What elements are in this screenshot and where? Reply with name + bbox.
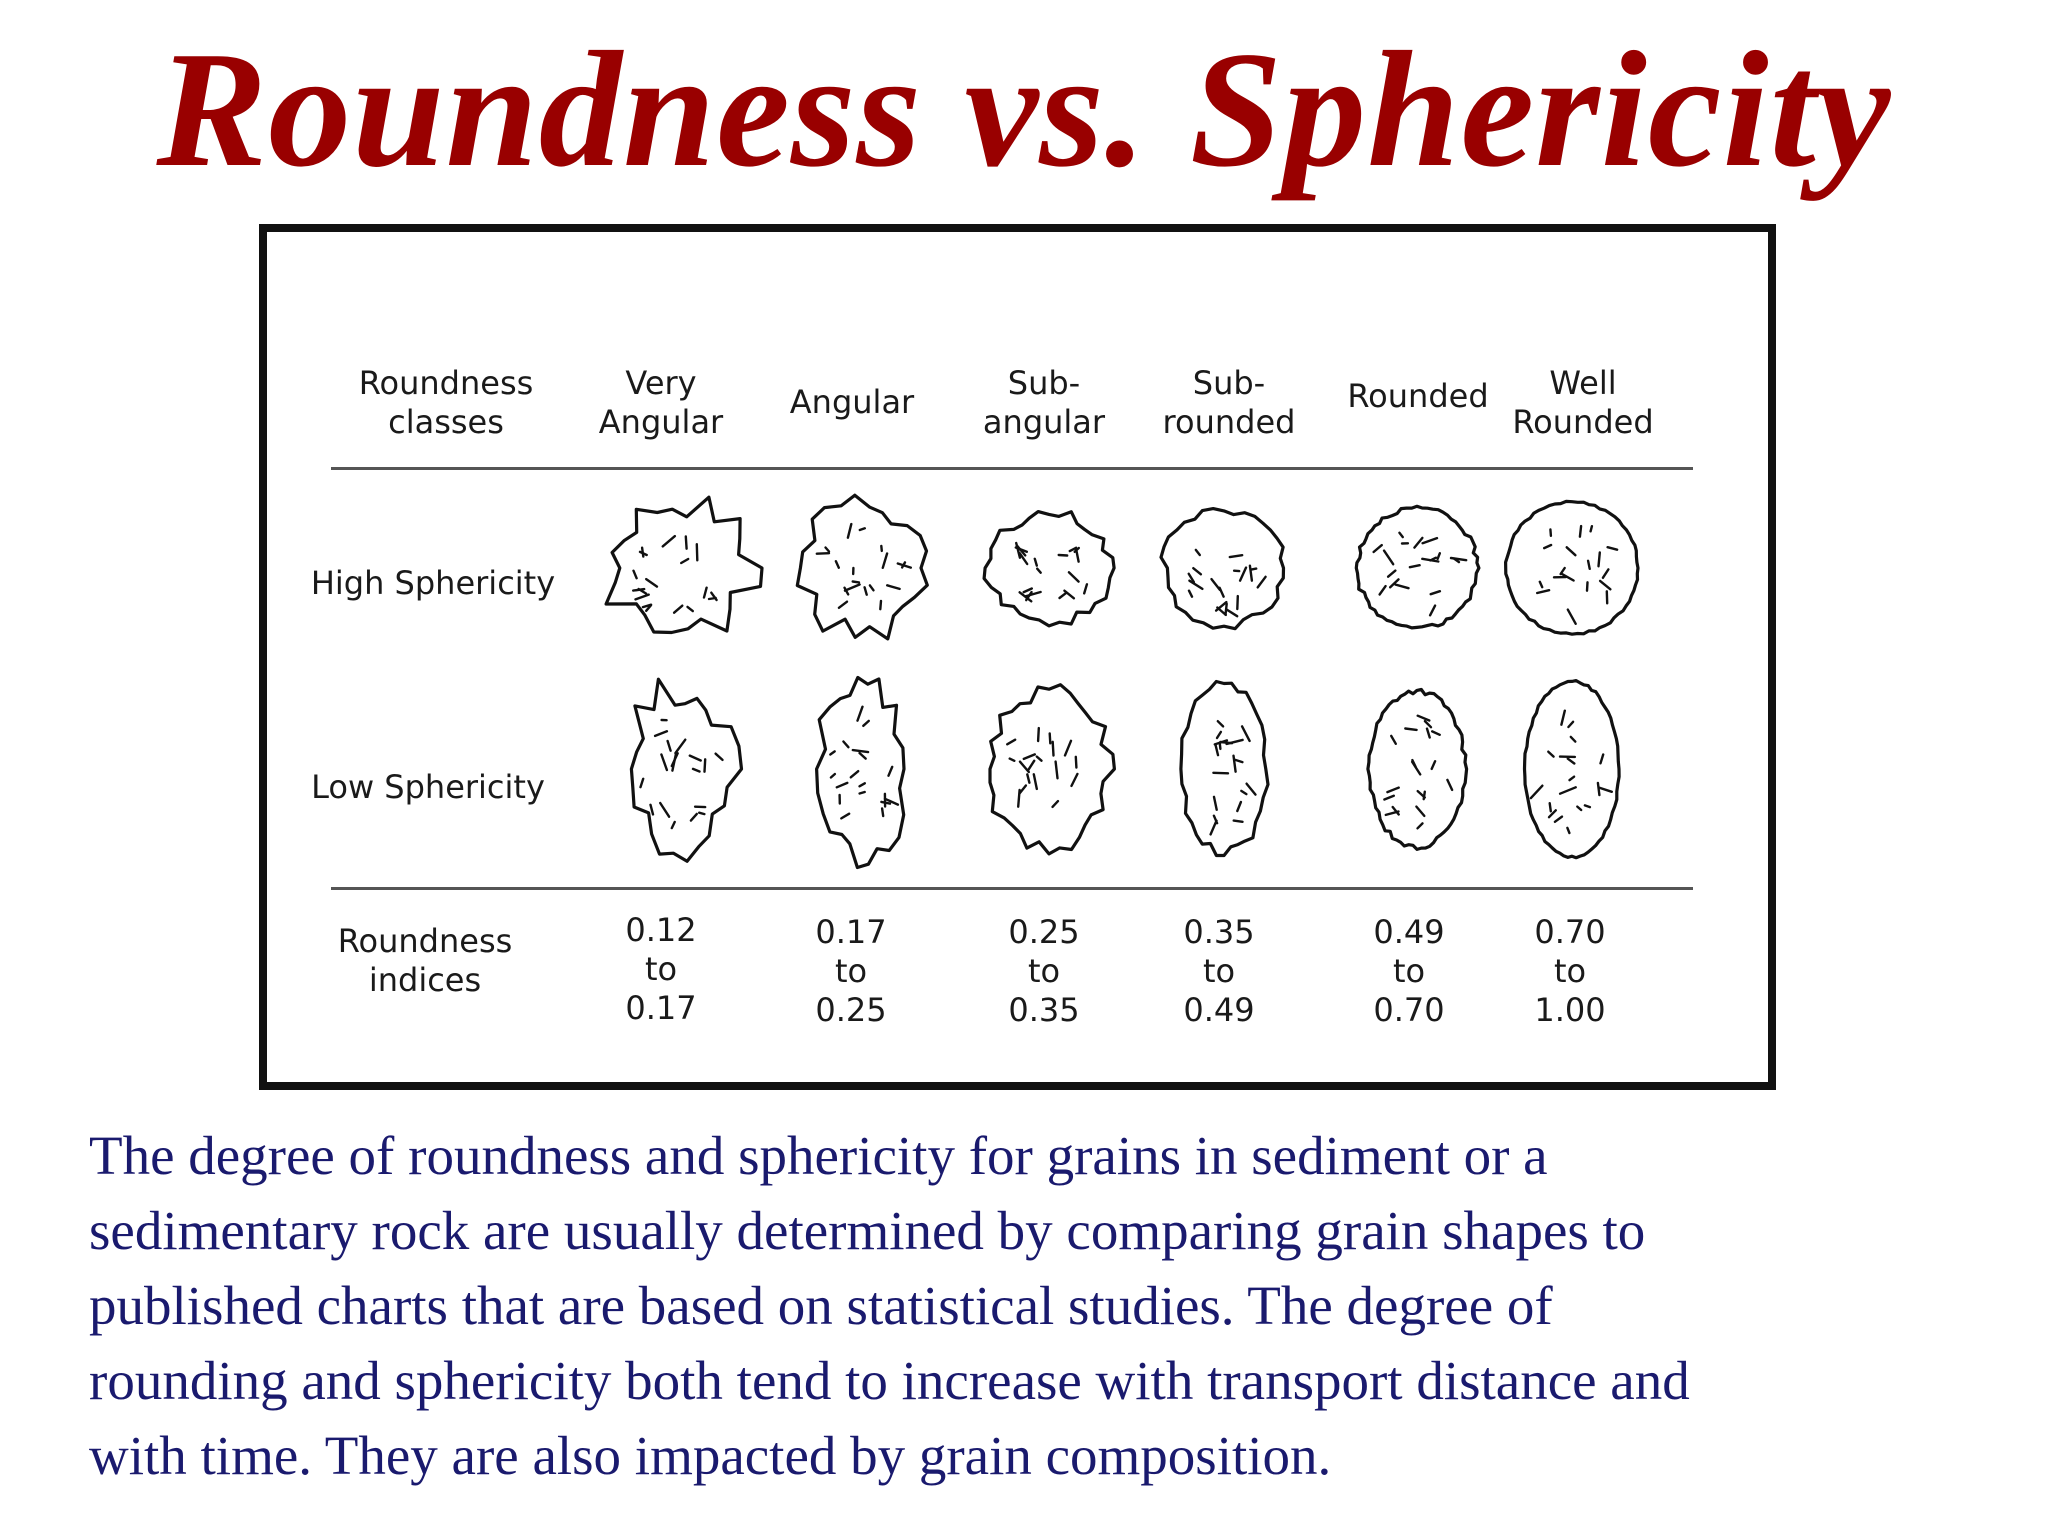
class-label-angular: Angular	[789, 383, 915, 421]
grain-texture-mark	[663, 536, 675, 546]
grain-texture-mark	[668, 741, 671, 751]
grain-texture-mark	[883, 554, 887, 568]
grain-texture-mark	[1235, 760, 1242, 762]
grain-very-angular-low-sphericity	[631, 679, 741, 861]
grain-texture-mark	[837, 783, 848, 787]
grain-well-rounded-high-sphericity	[1506, 501, 1638, 634]
grain-texture-mark	[661, 755, 667, 771]
grain-texture-mark	[655, 731, 667, 736]
grain-texture-mark	[681, 559, 688, 563]
grain-texture-mark	[1550, 803, 1551, 811]
grain-texture-mark	[860, 783, 865, 786]
roundness-chart	[259, 224, 1776, 1090]
grain-texture-mark	[1237, 802, 1241, 811]
grain-angular-high-sphericity	[797, 495, 927, 639]
grain-texture-mark	[1531, 786, 1543, 798]
grain-texture-mark	[1218, 721, 1223, 726]
grain-texture-mark	[1220, 744, 1221, 749]
grain-texture-mark	[1384, 551, 1393, 565]
grain-texture-mark	[860, 792, 865, 794]
grain-texture-mark	[1577, 807, 1581, 810]
grain-texture-mark	[1242, 726, 1250, 741]
grain-texture-mark	[1399, 533, 1402, 537]
grain-texture-mark	[1568, 722, 1573, 727]
class-label-very-angular: Very Angular	[598, 364, 724, 441]
grain-texture-mark	[843, 742, 848, 748]
grain-texture-mark	[865, 587, 867, 594]
grain-texture-mark	[860, 528, 865, 530]
grain-texture-mark	[1230, 555, 1242, 557]
grain-texture-mark	[1189, 591, 1192, 597]
grain-texture-mark	[1213, 773, 1228, 774]
grain-texture-mark	[1396, 585, 1409, 589]
grain-outline	[606, 497, 762, 632]
grain-texture-mark	[688, 607, 693, 611]
grain-texture-mark	[672, 754, 676, 771]
grain-texture-mark	[1550, 530, 1551, 536]
grain-texture-mark	[1591, 526, 1592, 531]
grain-texture-mark	[817, 553, 829, 554]
grain-texture-mark	[880, 601, 881, 609]
grain-texture-mark	[860, 753, 866, 759]
grain-texture-mark	[1537, 590, 1549, 593]
grain-outline	[1356, 506, 1479, 628]
grain-texture-mark	[1416, 807, 1424, 816]
index-sub-rounded: 0.35 to 0.49	[1183, 913, 1255, 1029]
grain-texture-mark	[1193, 568, 1201, 574]
grain-texture-mark	[858, 707, 863, 721]
grain-texture-mark	[640, 552, 647, 555]
grain-texture-mark	[1247, 784, 1256, 795]
grain-texture-mark	[1018, 790, 1019, 807]
row-label-low-sphericity: Low Sphericity	[311, 768, 545, 806]
grain-texture-mark	[1432, 731, 1440, 734]
grain-texture-mark	[1211, 821, 1217, 835]
grain-texture-mark	[1588, 561, 1590, 569]
grain-texture-mark	[1380, 586, 1386, 594]
grain-texture-mark	[1548, 752, 1553, 757]
roundness-classes-label: Roundness classes	[358, 364, 534, 441]
grain-texture-mark	[1430, 606, 1435, 616]
grain-texture-mark	[1059, 555, 1068, 556]
grain-texture-mark	[1603, 569, 1609, 577]
grain-texture-mark	[1388, 571, 1395, 577]
caption-paragraph: The degree of roundness and sphericity for grains in sediment or a sedimentary rock are usually determined by comparing grain shapes to published charts that are based on statistical studies. The degree of rounding and sphericity both tend to increase with transport distance and with time. They are also impacted by grain composition.	[89, 1125, 1690, 1486]
grain-texture-mark	[1034, 774, 1037, 789]
grain-texture-mark	[646, 579, 657, 587]
grain-texture-mark	[1025, 592, 1040, 596]
grain-texture-mark	[1418, 823, 1423, 828]
grain-texture-mark	[1007, 740, 1015, 745]
grain-texture-mark	[674, 606, 682, 613]
grain-texture-mark	[1391, 736, 1396, 744]
grain-texture-mark	[1599, 788, 1612, 792]
grain-texture-mark	[1418, 716, 1430, 721]
grain-texture-mark	[853, 750, 868, 752]
grain-texture-mark	[1598, 783, 1600, 795]
grain-texture-mark	[1065, 741, 1071, 756]
grain-texture-mark	[863, 721, 869, 726]
grain-texture-mark	[716, 754, 723, 760]
grain-texture-mark	[1567, 547, 1576, 555]
grain-texture-mark	[1447, 780, 1452, 790]
grain-texture-mark	[839, 602, 847, 608]
class-label-sub-rounded: Sub- rounded	[1162, 364, 1296, 441]
roundness-indices-label: Roundness indices	[337, 922, 513, 999]
grain-texture-mark	[1410, 565, 1420, 567]
grain-texture-mark	[1237, 596, 1238, 609]
grain-texture-mark	[1069, 572, 1079, 581]
grain-texture-mark	[1568, 759, 1575, 764]
grain-sub-rounded-high-sphericity	[1161, 509, 1284, 629]
grain-texture-mark	[641, 779, 644, 787]
grain-texture-mark	[1427, 729, 1430, 738]
grain-texture-mark	[1425, 721, 1431, 727]
grain-texture-mark	[1084, 584, 1087, 593]
grain-outline	[990, 685, 1114, 854]
grain-texture-mark	[1568, 610, 1576, 624]
index-well-rounded: 0.70 to 1.00	[1534, 913, 1606, 1029]
grain-texture-mark	[1189, 581, 1202, 589]
grain-texture-mark	[1217, 732, 1221, 738]
grain-texture-mark	[672, 822, 675, 828]
grain-texture-mark	[1050, 733, 1051, 743]
grain-texture-mark	[845, 585, 860, 591]
grain-texture-mark	[1608, 547, 1618, 550]
grain-well-rounded-low-sphericity	[1525, 681, 1620, 858]
grain-texture-mark	[1599, 553, 1600, 567]
grain-texture-mark	[851, 771, 858, 777]
grain-texture-mark	[1220, 588, 1224, 597]
class-label-rounded: Rounded	[1347, 377, 1489, 415]
grain-texture-mark	[705, 759, 706, 771]
grain-texture-mark	[826, 548, 830, 552]
grain-texture-mark	[1053, 801, 1059, 807]
grain-texture-mark	[1580, 526, 1581, 537]
grain-sub-angular-high-sphericity	[984, 512, 1114, 626]
grain-texture-mark	[1570, 777, 1575, 780]
grain-texture-mark	[1387, 788, 1398, 793]
grain-texture-mark	[1258, 577, 1266, 588]
grain-texture-mark	[1056, 762, 1058, 779]
grain-texture-mark	[1432, 761, 1435, 769]
grain-outline	[1506, 501, 1638, 634]
grain-texture-mark	[1414, 538, 1422, 548]
grain-texture-mark	[1053, 742, 1054, 756]
grain-texture-mark	[675, 740, 685, 753]
grain-texture-mark	[1423, 538, 1437, 543]
grain-texture-mark	[634, 571, 637, 579]
grain-angular-low-sphericity	[817, 678, 904, 868]
grain-texture-mark	[870, 585, 874, 590]
grain-texture-mark	[1431, 591, 1440, 594]
grain-texture-mark	[1560, 787, 1576, 793]
grain-texture-mark	[1072, 774, 1078, 786]
grain-texture-mark	[881, 546, 882, 551]
grain-outline	[1525, 681, 1620, 858]
index-rounded: 0.49 to 0.70	[1373, 913, 1445, 1029]
grain-texture-mark	[1227, 610, 1238, 617]
grain-texture-mark	[690, 756, 701, 761]
grain-texture-mark	[691, 814, 697, 821]
grain-texture-mark	[830, 751, 834, 754]
grain-texture-mark	[887, 585, 899, 589]
grain-rounded-high-sphericity	[1356, 506, 1479, 628]
index-angular: 0.17 to 0.25	[815, 913, 887, 1029]
grain-sub-rounded-low-sphericity	[1181, 682, 1268, 856]
grain-texture-mark	[636, 595, 649, 600]
grain-texture-mark	[1028, 761, 1034, 770]
grain-texture-mark	[1571, 737, 1576, 742]
grain-texture-mark	[1035, 559, 1037, 566]
grain-texture-mark	[1216, 602, 1226, 611]
grain-texture-mark	[1240, 568, 1246, 581]
grain-texture-mark	[1220, 742, 1232, 743]
grain-texture-mark	[651, 805, 654, 815]
grain-texture-mark	[889, 767, 893, 776]
class-label-well-rounded: Well Rounded	[1512, 364, 1654, 441]
grain-texture-mark	[1234, 821, 1243, 822]
grain-texture-mark	[1076, 757, 1077, 768]
grain-texture-mark	[1024, 754, 1035, 759]
index-sub-angular: 0.25 to 0.35	[1008, 913, 1080, 1029]
grain-texture-mark	[1037, 757, 1042, 761]
grain-outline	[984, 512, 1114, 626]
grain-texture-mark	[1037, 569, 1041, 573]
grain-texture-mark	[1600, 581, 1610, 589]
grain-texture-mark	[1561, 711, 1564, 725]
row-label-high-sphericity: High Sphericity	[310, 564, 556, 602]
grain-texture-mark	[1038, 728, 1039, 741]
grain-texture-mark	[836, 561, 839, 568]
grain-texture-mark	[1010, 759, 1015, 761]
grain-texture-mark	[1214, 797, 1217, 810]
grain-texture-mark	[1374, 545, 1382, 552]
grain-texture-mark	[1234, 756, 1236, 772]
grain-texture-mark	[693, 769, 700, 772]
grain-texture-mark	[1250, 566, 1252, 581]
grain-rounded-low-sphericity	[1368, 690, 1467, 850]
grain-texture-mark	[1555, 817, 1562, 822]
grain-texture-mark	[660, 803, 669, 817]
grain-texture-mark	[1540, 582, 1542, 587]
grain-texture-mark	[1027, 774, 1029, 782]
grain-outline	[1181, 682, 1268, 856]
grain-texture-mark	[1060, 593, 1067, 598]
index-very-angular: 0.12 to 0.17	[625, 911, 697, 1027]
grain-sub-angular-low-sphericity	[990, 685, 1114, 854]
grain-illustrations	[267, 232, 1768, 1082]
class-label-sub-angular: Sub- angular	[982, 364, 1106, 441]
grain-texture-mark	[1384, 796, 1393, 800]
grain-texture-mark	[1585, 805, 1590, 807]
grain-texture-mark	[1567, 828, 1569, 833]
grain-texture-mark	[831, 774, 835, 778]
grain-texture-mark	[686, 536, 687, 548]
grain-texture-mark	[697, 544, 698, 560]
grain-texture-mark	[704, 588, 707, 598]
grain-very-angular-high-sphericity	[606, 497, 762, 632]
grain-outline	[631, 679, 741, 861]
grain-texture-mark	[1544, 545, 1551, 548]
grain-texture-mark	[1241, 791, 1246, 794]
grain-texture-mark	[882, 808, 883, 816]
grain-texture-mark	[1412, 760, 1415, 767]
grain-texture-mark	[1215, 744, 1218, 755]
grain-texture-mark	[841, 814, 849, 819]
grain-texture-mark	[1587, 582, 1588, 590]
grain-texture-mark	[1196, 550, 1200, 555]
grain-texture-mark	[853, 582, 859, 583]
grain-texture-mark	[1438, 553, 1440, 559]
grain-texture-mark	[1601, 755, 1604, 764]
grain-texture-mark	[699, 813, 704, 814]
grain-texture-mark	[848, 524, 851, 538]
grain-texture-mark	[1405, 729, 1416, 730]
page-title: Roundness vs. Sphericity	[156, 17, 1892, 201]
